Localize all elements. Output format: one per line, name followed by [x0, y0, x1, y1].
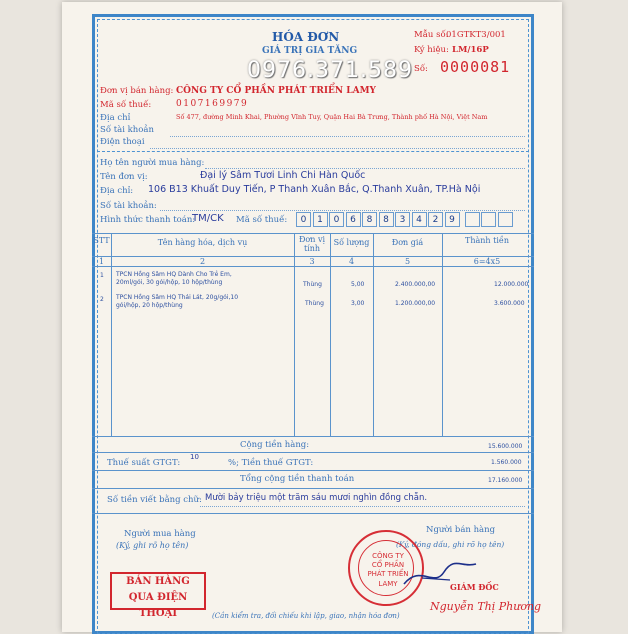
- buyer-sign-note: (Ký, ghi rõ họ tên): [116, 541, 189, 550]
- index-6: 6=4x5: [473, 257, 501, 266]
- table-index-bottom: [92, 266, 534, 267]
- seller-divider: [97, 151, 529, 152]
- seller-phone-line: [150, 148, 525, 149]
- payment-label: Hình thức thanh toán:: [100, 215, 196, 225]
- number-label: Số:: [414, 64, 428, 74]
- row1-name-line1: TPCN Hồng Sâm HQ Dành Cho Trẻ Em,: [116, 271, 232, 278]
- seal-line-4: LAMY: [378, 580, 398, 588]
- subtotal-label: Cộng tiền hàng:: [240, 440, 310, 450]
- index-1: 1: [98, 257, 105, 266]
- row2-qty: 3,00: [351, 300, 365, 307]
- total-line: [92, 488, 534, 489]
- seller-address-label: Địa chỉ: [100, 113, 131, 123]
- tax-digit-box: 0: [329, 212, 344, 227]
- row1-price: 2.400.000,00: [395, 281, 436, 288]
- amount-in-words: Mười bảy triệu một trăm sáu mươi nghìn đồng chẵn.: [205, 493, 428, 503]
- director-name: Nguyễn Thị Phương: [430, 600, 542, 613]
- subtotal-line: [92, 452, 534, 453]
- row1-amount: 12.000.000: [494, 281, 529, 288]
- row2-stt: 2: [100, 296, 104, 303]
- seller-name-label: Đơn vị bán hàng:: [100, 86, 174, 96]
- tax-digit-box: 9: [445, 212, 460, 227]
- index-4: 4: [348, 257, 355, 266]
- buyer-tax-label: Mã số thuế:: [236, 215, 288, 225]
- symbol-value: LM/16P: [452, 45, 489, 55]
- vat-rate-label: Thuế suất GTGT:: [107, 458, 181, 468]
- row2-amount: 3.600.000: [494, 300, 525, 307]
- form-label: Mẫu số:: [414, 30, 449, 40]
- vat-amount-value: 1.560.000: [491, 459, 522, 466]
- tax-digit-box: 8: [379, 212, 394, 227]
- th-stt: STT: [93, 236, 110, 245]
- th-qty: Số lượng: [333, 238, 370, 247]
- buyer-unit-label: Tên đơn vị:: [100, 172, 148, 182]
- tax-digit-box: 2: [428, 212, 443, 227]
- seller-sign-title: Người bán hàng: [426, 525, 496, 535]
- row1-unit: Thùng: [303, 281, 322, 288]
- buyer-account-label: Số tài khoản:: [100, 201, 157, 211]
- words-divider: [92, 513, 534, 514]
- vat-amount-label: %; Tiền thuế GTGT:: [228, 458, 314, 468]
- seller-account-line: [170, 136, 525, 137]
- director-title: GIÁM ĐỐC: [450, 582, 499, 592]
- form-value: 01GTKT3/001: [446, 30, 506, 40]
- seal-line-3: PHÁT TRIỂN: [367, 570, 409, 578]
- table-body-bottom: [92, 436, 534, 437]
- seller-address: Số 477, đường Minh Khai, Phường Vĩnh Tuy, Quận Hai Bà Trưng, Thành phố Hà Nội, Việt Nam: [176, 113, 488, 121]
- seller-phone-label: Điện thoại: [100, 137, 145, 147]
- row2-name-line1: TPCN Hồng Sâm HQ Thái Lát, 20g/gói,10: [116, 294, 239, 301]
- invoice-subtitle: GIÁ TRỊ GIA TĂNG: [262, 46, 358, 56]
- buyer-address: 106 B13 Khuất Duy Tiến, P Thanh Xuân Bắc, Q.Thanh Xuân, TP.Hà Nội: [148, 184, 481, 195]
- tax-digit-box: 6: [346, 212, 361, 227]
- row2-name-line2: gói/hộp, 20 hộp/thùng: [116, 302, 183, 309]
- table-top-line: [92, 233, 534, 234]
- sale-stamp-line-2: QUA ĐIỆN THOẠI: [128, 592, 188, 619]
- invoice-title: HÓA ĐƠN: [272, 30, 340, 44]
- vat-rate-value: 10: [190, 453, 199, 461]
- sale-stamp-line-1: BÁN HÀNG: [126, 576, 190, 587]
- seal-line-2: CỔ PHẦN: [371, 561, 405, 569]
- index-3: 3: [309, 257, 315, 266]
- vat-line: [92, 470, 534, 471]
- total-label: Tổng cộng tiền thanh toán: [240, 474, 355, 484]
- words-line: [200, 506, 525, 507]
- seller-sign-note: (Ký, đóng dấu, ghi rõ họ tên): [396, 540, 505, 549]
- buyer-sign-title: Người mua hàng: [124, 529, 196, 539]
- total-value: 17.160.000: [488, 477, 523, 484]
- seller-tax-label: Mã số thuế:: [100, 100, 152, 110]
- row1-qty: 5,00: [351, 281, 365, 288]
- index-5: 5: [404, 257, 411, 266]
- row2-unit: Thùng: [305, 300, 324, 307]
- th-amount: Thành tiền: [465, 236, 509, 245]
- sale-by-phone-stamp: [110, 572, 206, 619]
- buyer-account-line: [160, 210, 525, 211]
- row2-price: 1.200.000,00: [395, 300, 436, 307]
- seller-account-label: Số tài khoản: [100, 125, 154, 135]
- buyer-person-label: Họ tên người mua hàng:: [100, 158, 205, 168]
- tax-digit-box: 8: [362, 212, 377, 227]
- invoice-number: 0000081: [440, 58, 511, 76]
- seller-name: CÔNG TY CỔ PHẦN PHÁT TRIỂN LAMY: [176, 86, 376, 96]
- row1-name-line2: 20ml/gói, 30 gói/hộp, 10 hộp/thùng: [116, 279, 223, 286]
- subtotal-value: 15.600.000: [488, 443, 523, 450]
- symbol-label: Ký hiệu:: [414, 45, 449, 55]
- words-label: Số tiền viết bằng chữ:: [107, 495, 202, 505]
- tax-digit-box: [465, 212, 480, 227]
- th-unit: Đơn vị tính: [298, 235, 326, 253]
- tax-digit-box: 4: [412, 212, 427, 227]
- tax-digit-box: 3: [395, 212, 410, 227]
- tax-digit-box: 0: [296, 212, 311, 227]
- payment-method: TM/CK: [192, 213, 224, 224]
- tax-digit-box: 1: [313, 212, 328, 227]
- buyer-person-line: [205, 168, 525, 169]
- tax-digit-box: [481, 212, 496, 227]
- phone-watermark: 0976.371.589: [247, 58, 413, 83]
- seal-line-1: CÔNG TY: [372, 552, 404, 560]
- tax-digit-box: [498, 212, 513, 227]
- buyer-unit: Đại lý Sâm Tươi Linh Chi Hàn Quốc: [200, 170, 366, 181]
- index-2: 2: [199, 257, 206, 266]
- th-price: Đơn giá: [391, 238, 424, 247]
- footer-note: (Cần kiểm tra, đối chiếu khi lập, giao, nhận hóa đơn): [212, 612, 400, 620]
- seller-tax-code: 0107169979: [176, 99, 249, 109]
- buyer-address-label: Địa chỉ:: [100, 186, 134, 196]
- th-name: Tên hàng hóa, dịch vụ: [157, 238, 248, 247]
- row1-stt: 1: [100, 272, 104, 279]
